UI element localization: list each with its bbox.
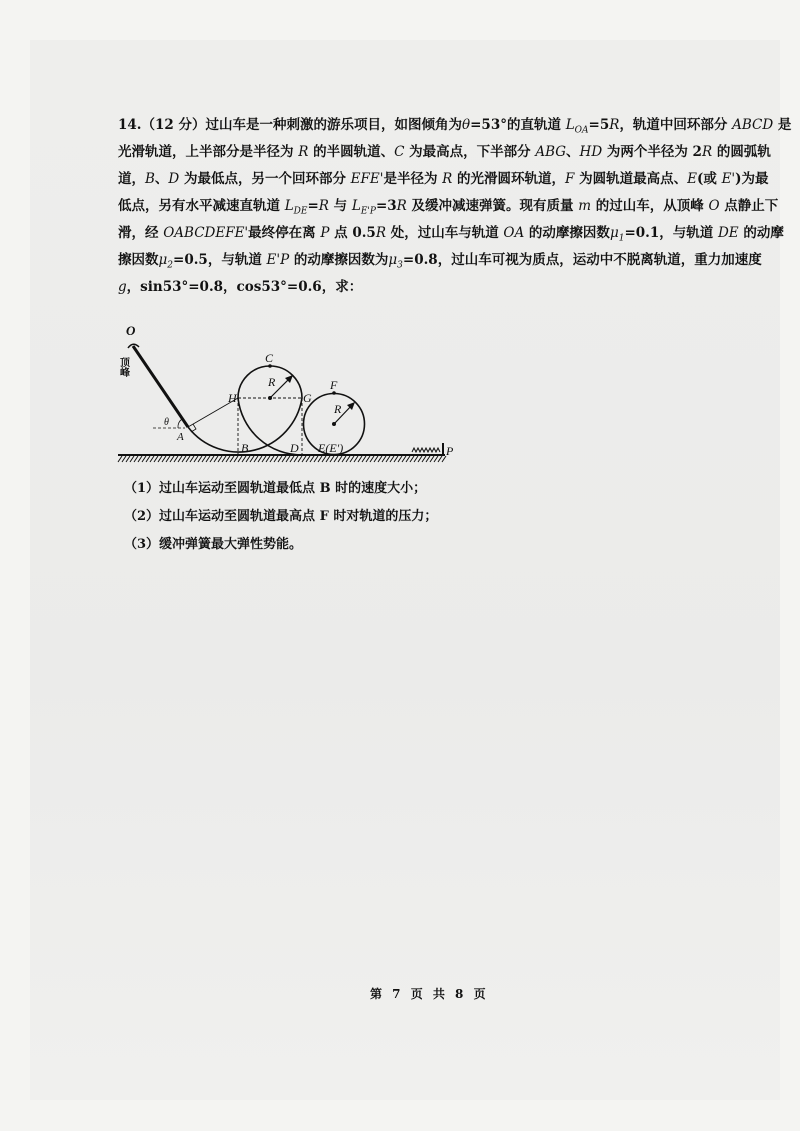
hatch-mark [250,456,254,462]
text-segment: L [565,117,575,133]
hatch-mark [158,456,162,462]
text-segment: 点 0.5 [329,225,376,241]
hatch-mark [386,456,390,462]
hatch-mark [338,456,342,462]
hatch-mark [122,456,126,462]
hatch-mark [210,456,214,462]
text-segment: 光滑轨道，上半部分是半径为 [118,144,299,160]
label-e: E(E') [318,441,344,455]
text-segment: OABCDEFE' [163,225,249,241]
text-segment: 最终停在离 [248,225,321,241]
text-segment: =3 [375,198,397,214]
problem-line [118,274,740,301]
text-segment: ，轨道中回环部分 [619,117,733,133]
hatch-mark [186,456,190,462]
hatch-mark [358,456,362,462]
text-segment: =0.1，与轨道 [624,225,718,241]
hatch-mark [426,456,430,462]
hatch-mark [194,456,198,462]
question-2: （2）过山车运动至圆轨道最高点 F 时对轨道的压力； [124,509,438,524]
label-r1: R [268,375,276,389]
text-segment: ABG [535,144,567,160]
hatch-mark [266,456,270,462]
text-segment: F [565,171,575,187]
hatch-mark [150,456,154,462]
hatch-mark [314,456,318,462]
hatch-mark [422,456,426,462]
hatch-mark [434,456,438,462]
hatch-mark [334,456,338,462]
text-segment: 与 [328,198,352,214]
hatch-mark [138,456,142,462]
question-3: （3）缓冲弹簧最大弹性势能。 [124,537,303,552]
hatch-mark [394,456,398,462]
hatch-mark [350,456,354,462]
label-f: F [330,378,338,392]
label-p: P [446,444,454,458]
hatch-mark [258,456,262,462]
text-segment: L [351,198,361,214]
hatch-mark [382,456,386,462]
hatch-mark [354,456,358,462]
hatch-mark [182,456,186,462]
text-segment: DE [717,225,739,241]
hatch-mark [254,456,258,462]
text-segment: D [168,171,180,187]
question-1: （1）过山车运动至圆轨道最低点 B 时的速度大小； [124,481,427,496]
hatch-mark [330,456,334,462]
hatch-mark [142,456,146,462]
text-segment: 及缓冲减速弹簧。现有质量 [406,198,579,214]
hatch-mark [270,456,274,462]
hatch-mark [362,456,366,462]
hatch-mark [146,456,150,462]
text-segment: =0.5，与轨道 [173,252,267,268]
hatch-mark [170,456,174,462]
problem-line [118,166,769,193]
text-segment: 为最低点，另一个回环部分 [179,171,351,187]
text-segment: μ [158,252,168,268]
text-segment: 滑，经 [118,225,164,241]
hatch-mark [322,456,326,462]
hatch-mark [378,456,382,462]
subscript: 1 [618,233,625,244]
text-segment: =5 [588,117,610,133]
text-segment: =0.8，过山车可视为质点，运动中不脱离轨道，重力加速度 [402,252,762,268]
hatch-mark [370,456,374,462]
hatch-mark [438,456,442,462]
subscript: 2 [167,260,174,271]
label-theta: θ [164,417,169,428]
hatch-mark [226,456,230,462]
hatch-mark [294,456,298,462]
text-segment: (或 [696,171,722,187]
label-o: O [126,323,136,338]
hatch-mark [206,456,210,462]
hatch-mark [174,456,178,462]
hatch-mark [234,456,238,462]
text-segment: C [394,144,405,160]
subscript: 3 [397,260,403,271]
label-d: D [290,441,299,455]
hatch-mark [366,456,370,462]
label-g: G [303,391,312,405]
hatch-mark [130,456,134,462]
slope-track [133,346,188,427]
text-segment: E' [721,171,736,187]
text-segment: R [442,171,453,187]
text-segment: OA [503,225,525,241]
text-segment: 为圆轨道最高点、 [574,171,688,187]
text-segment: μ [388,252,398,268]
subscript: E'P [360,206,376,217]
hatch-mark [398,456,402,462]
text-segment: 的动摩擦因数为 [289,252,389,268]
text-segment: 低点，另有水平减速直轨道 [118,198,285,214]
text-segment: 处，过山车与轨道 [386,225,504,241]
hatch-mark [134,456,138,462]
problem-statement [118,112,792,301]
label-r2: R [334,402,342,416]
hatch-mark [406,456,410,462]
hatch-mark [390,456,394,462]
text-segment: 擦因数 [118,252,159,268]
text-segment: = [307,198,319,214]
hatch-mark [278,456,282,462]
text-segment: 的动摩擦因数 [524,225,610,241]
label-peak: 顶峰 [117,357,129,377]
subscript: OA [574,125,589,136]
ground-hatching [118,456,446,462]
hatch-mark [230,456,234,462]
hatch-mark [282,456,286,462]
text-segment: =53°的直轨道 [470,117,566,133]
hatch-mark [214,456,218,462]
text-segment: O [708,198,720,214]
hatch-mark [290,456,294,462]
text-segment: 的半圆轨道、 [308,144,395,160]
text-segment: 的动摩 [738,225,784,241]
hatch-mark [374,456,378,462]
hatch-mark [274,456,278,462]
text-segment: R [396,198,407,214]
text-segment: 、 [566,144,580,160]
text-segment: μ [609,225,619,241]
text-segment: R [318,198,329,214]
hatch-mark [126,456,130,462]
hatch-mark [242,456,246,462]
hatch-mark [166,456,170,462]
text-segment: 点静止下 [719,198,779,214]
hatch-mark [326,456,330,462]
hatch-mark [202,456,206,462]
text-segment: )为最 [735,171,769,187]
problem-line [118,220,784,247]
text-segment: θ [461,117,471,133]
text-segment: 为最高点，下半部分 [404,144,536,160]
hatch-mark [218,456,222,462]
hatch-mark [306,456,310,462]
label-h: H [228,391,237,405]
hatch-mark [238,456,242,462]
text-segment: E'P [266,252,290,268]
hatch-mark [298,456,302,462]
text-segment: ABCD [732,117,774,133]
hatch-mark [154,456,158,462]
hatch-mark [246,456,250,462]
hatch-mark [342,456,346,462]
label-c: C [265,351,274,365]
text-segment: 的圆弧轨 [712,144,771,160]
hatch-mark [310,456,314,462]
text-segment: B [145,171,155,187]
label-a: A [177,431,184,443]
text-segment: L [284,198,294,214]
text-segment: g [118,279,127,295]
hatch-mark [222,456,226,462]
text-segment: EFE' [350,171,384,187]
hatch-mark [118,456,122,462]
page-number: 第 7 页 共 8 页 [370,987,489,1001]
problem-line [118,247,762,274]
theta-arc [178,419,182,428]
text-segment: 为两个半径为 2 [602,144,702,160]
hatch-mark [346,456,350,462]
text-segment: 是半径为 [383,171,443,187]
text-segment: m [578,198,592,214]
label-b: B [241,441,249,455]
text-segment: R [609,117,620,133]
text-segment: 的光滑圆环轨道， [452,171,566,187]
hatch-mark [286,456,290,462]
hatch-mark [162,456,166,462]
sub-questions [124,475,437,559]
hatch-mark [318,456,322,462]
text-segment: E [687,171,697,187]
problem-line [118,193,779,220]
problem-line [118,139,771,166]
text-segment: P [320,225,330,241]
text-segment: HD [579,144,603,160]
hatch-mark [198,456,202,462]
hatch-mark [190,456,194,462]
text-segment: ，sin53°=0.8，cos53°=0.6，求： [126,279,363,295]
hatch-mark [430,456,434,462]
text-segment: 、 [154,171,169,187]
hatch-mark [418,456,422,462]
text-segment: 的过山车，从顶峰 [591,198,709,214]
hatch-mark [178,456,182,462]
text-segment: R [375,225,386,241]
hatch-mark [410,456,414,462]
hatch-mark [402,456,406,462]
text-segment: R [298,144,309,160]
text-segment: 14.（12 分）过山车是一种刺激的游乐项目，如图倾角为 [118,117,462,133]
roller-coaster-diagram [110,320,460,470]
hatch-mark [414,456,418,462]
text-segment: R [701,144,713,160]
text-segment: 道， [118,171,145,187]
subscript: DE [293,206,308,217]
hatch-mark [262,456,266,462]
hatch-mark [302,456,306,462]
problem-line [118,112,792,139]
spring [412,448,440,452]
text-segment: 是 [773,117,792,133]
